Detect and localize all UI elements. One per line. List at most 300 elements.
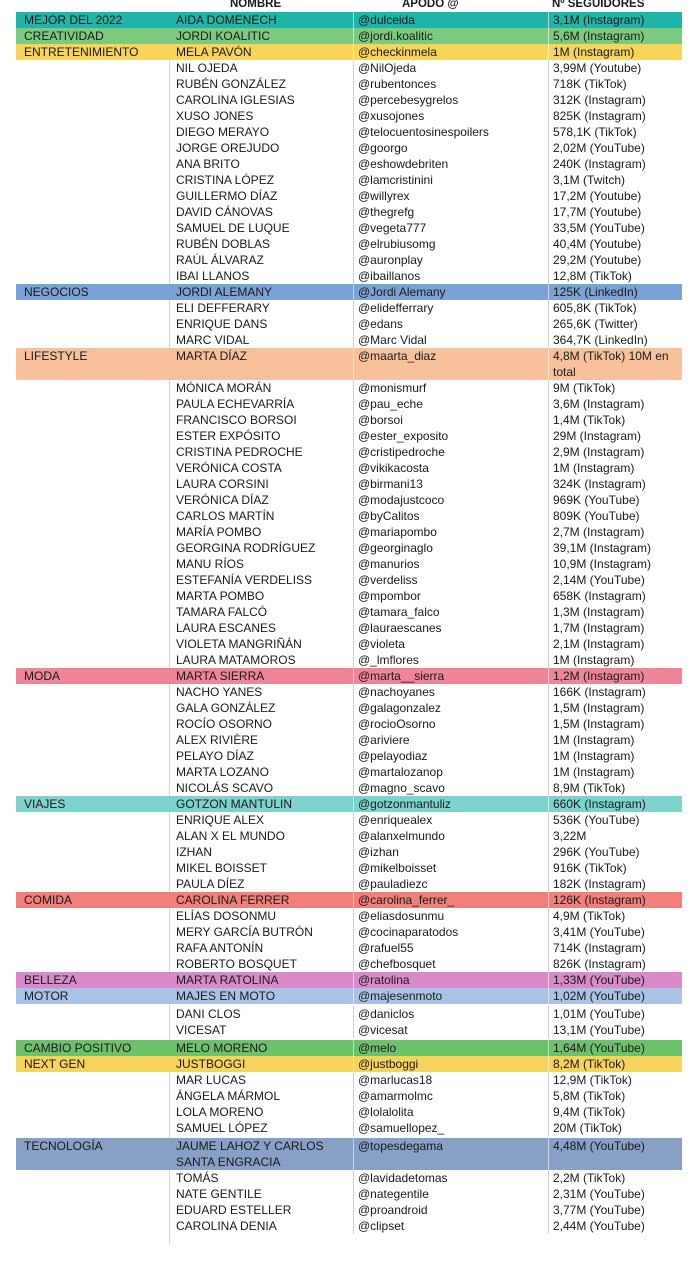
- cell-divider: [548, 956, 549, 972]
- category-cell: [24, 508, 172, 524]
- followers-cell: 182K (Instagram): [553, 877, 646, 891]
- name-cell: RAÚL ÁLVARAZ: [176, 253, 264, 267]
- name-cell: MARTA LOZANO: [176, 765, 269, 779]
- followers-cell: 809K (YouTube): [553, 509, 640, 523]
- name-cell: GALA GONZÁLEZ: [176, 701, 276, 715]
- handle-cell: @topesdegama: [358, 1139, 443, 1153]
- cell-divider: [353, 620, 354, 636]
- table-row: [16, 700, 682, 716]
- category-cell: [24, 1218, 172, 1234]
- category-cell: [24, 732, 172, 748]
- followers-cell: 33,5M (YouTube): [553, 221, 645, 235]
- followers-cell: 2,14M (YouTube): [553, 573, 645, 587]
- category-cell: [24, 1202, 172, 1218]
- handle-cell: @NilOjeda: [358, 61, 417, 75]
- cell-divider: [548, 172, 549, 188]
- category-cell: [24, 604, 172, 620]
- handle-cell: @galagonzalez: [358, 701, 441, 715]
- cell-divider: [353, 460, 354, 476]
- name-cell: MARTA SIERRA: [176, 669, 265, 683]
- followers-cell: 5,6M (Instagram): [553, 29, 645, 43]
- handle-cell: @daniclos: [358, 1007, 415, 1021]
- followers-cell: 296K (YouTube): [553, 845, 640, 859]
- cell-divider: [548, 28, 549, 44]
- header-seguidores: Nº SEGUIDORES: [552, 0, 645, 10]
- followers-cell: 1,01M (YouTube): [553, 1007, 645, 1021]
- name-cell: VICESAT: [176, 1023, 227, 1037]
- name-cell: RUBÉN GONZÁLEZ: [176, 77, 287, 91]
- cell-divider: [548, 12, 549, 28]
- table-row: [16, 44, 682, 60]
- category-cell: [24, 1072, 172, 1088]
- name-cell: ELI DEFFERARY: [176, 301, 270, 315]
- table-row: [16, 620, 682, 636]
- name-cell: JUSTBOGGI: [176, 1057, 246, 1071]
- table-row: [16, 1006, 682, 1022]
- handle-cell: @Jordi Alemany: [358, 285, 446, 299]
- name-cell: ALEX RIVIÈRE: [176, 733, 259, 747]
- table-row: [16, 860, 682, 876]
- followers-cell: 2,1M (Instagram): [553, 637, 645, 651]
- cell-divider: [353, 380, 354, 396]
- category-cell: TECNOLOGÍA: [24, 1139, 103, 1153]
- handle-cell: @nachoyanes: [358, 685, 435, 699]
- cell-divider: [353, 156, 354, 172]
- name-cell: MAR LUCAS: [176, 1073, 247, 1087]
- table-row: [16, 956, 682, 972]
- name-cell: CARLOS MARTÍN: [176, 509, 275, 523]
- category-cell: [24, 172, 172, 188]
- table-row: [16, 76, 682, 92]
- table-row: [16, 284, 682, 300]
- table-row: [16, 12, 682, 28]
- followers-cell: 3,1M (Instagram): [553, 13, 645, 27]
- cell-divider: [353, 476, 354, 492]
- name-cell: MELA PAVÓN: [176, 45, 252, 59]
- cell-divider: [548, 268, 549, 284]
- table-row: [16, 892, 682, 908]
- followers-cell: 578,1K (TikTok): [553, 125, 637, 139]
- table-row: [16, 476, 682, 492]
- cell-divider: [353, 956, 354, 972]
- cell-divider: [548, 380, 549, 396]
- name-cell: GOTZON MANTULIN: [176, 797, 292, 811]
- name-cell: ESTEFANÍA VERDELISS: [176, 573, 313, 587]
- handle-cell: @clipset: [358, 1219, 405, 1233]
- category-cell: [24, 380, 172, 396]
- table-row: [16, 732, 682, 748]
- cell-divider: [548, 844, 549, 860]
- cell-divider: [548, 60, 549, 76]
- name-cell: ELÍAS DOSONMU: [176, 909, 277, 923]
- followers-cell: 4,8M (TikTok) 10M en total: [553, 349, 669, 379]
- name-cell: PAULA DÍEZ: [176, 877, 245, 891]
- category-cell: MEJOR DEL 2022: [24, 13, 123, 27]
- table-row: [16, 1218, 682, 1234]
- name-cell: IZHAN: [176, 845, 212, 859]
- followers-cell: 536K (YouTube): [553, 813, 640, 827]
- category-cell: [24, 476, 172, 492]
- handle-cell: @edans: [358, 317, 403, 331]
- category-cell: [24, 908, 172, 924]
- category-cell: [24, 492, 172, 508]
- followers-cell: 4,9M (TikTok): [553, 909, 626, 923]
- name-cell: AIDA DOMENECH: [176, 13, 277, 27]
- handle-cell: @georginaglo: [358, 541, 433, 555]
- name-cell: SAMUEL DE LUQUE: [176, 221, 290, 235]
- table-row: [16, 988, 682, 1004]
- handle-cell: @willyrex: [358, 189, 410, 203]
- name-cell: CAROLINA FERRER: [176, 893, 290, 907]
- category-cell: [24, 876, 172, 892]
- followers-cell: 20M (TikTok): [553, 1121, 622, 1135]
- table-row: [16, 764, 682, 780]
- followers-cell: 714K (Instagram): [553, 941, 646, 955]
- category-cell: [24, 76, 172, 92]
- name-cell: MARTA RATOLINA: [176, 973, 279, 987]
- name-cell: ROCÍO OSORNO: [176, 717, 273, 731]
- name-cell: LOLA MORENO: [176, 1105, 264, 1119]
- cell-divider: [353, 972, 354, 988]
- table-row: [16, 588, 682, 604]
- handle-cell: @vicesat: [358, 1023, 408, 1037]
- cell-divider: [548, 156, 549, 172]
- cell-divider: [353, 1056, 354, 1072]
- followers-cell: 1M (Instagram): [553, 733, 635, 747]
- handle-cell: @jordi.koalitic: [358, 29, 433, 43]
- followers-cell: 1,7M (Instagram): [553, 621, 645, 635]
- cell-divider: [548, 108, 549, 124]
- table-row: [16, 332, 682, 348]
- category-cell: CREATIVIDAD: [24, 29, 104, 43]
- handle-cell: @ester_exposito: [358, 429, 449, 443]
- cell-divider: [548, 620, 549, 636]
- cell-divider: [353, 508, 354, 524]
- handle-cell: @rubentonces: [358, 77, 437, 91]
- followers-cell: 40,4M (Youtube): [553, 237, 642, 251]
- cell-divider: [548, 860, 549, 876]
- table-row: [16, 1120, 682, 1136]
- handle-cell: @elrubiusomg: [358, 237, 436, 251]
- category-cell: [24, 156, 172, 172]
- table-row: [16, 636, 682, 652]
- handle-cell: @eshowdebriten: [358, 157, 449, 171]
- category-cell: ENTRETENIMIENTO: [24, 45, 139, 59]
- cell-divider: [353, 204, 354, 220]
- name-cell: MIKEL BOISSET: [176, 861, 267, 875]
- table-row: [16, 140, 682, 156]
- category-cell: [24, 812, 172, 828]
- name-cell: CAROLINA DENIA: [176, 1219, 277, 1233]
- cell-divider: [353, 300, 354, 316]
- cell-divider: [548, 220, 549, 236]
- cell-divider: [353, 1104, 354, 1120]
- name-cell: EDUARD ESTELLER: [176, 1203, 292, 1217]
- category-cell: [24, 1170, 172, 1186]
- followers-cell: 17,7M (Youtube): [553, 205, 642, 219]
- category-cell: BELLEZA: [24, 973, 77, 987]
- cell-divider: [353, 540, 354, 556]
- cell-divider: [353, 92, 354, 108]
- table-row: [16, 940, 682, 956]
- category-cell: [24, 828, 172, 844]
- handle-cell: @pau_eche: [358, 397, 423, 411]
- table-row: [16, 1072, 682, 1088]
- table-row: [16, 268, 682, 284]
- table-row: [16, 1104, 682, 1120]
- cell-divider: [548, 140, 549, 156]
- cell-divider: [353, 428, 354, 444]
- cell-divider: [353, 828, 354, 844]
- category-cell: [24, 940, 172, 956]
- cell-divider: [353, 1040, 354, 1056]
- cell-divider: [548, 1120, 549, 1136]
- cell-divider: [353, 684, 354, 700]
- handle-cell: @chefbosquet: [358, 957, 436, 971]
- cell-divider: [548, 972, 549, 988]
- followers-cell: 3,6M (Instagram): [553, 397, 645, 411]
- cell-divider: [548, 540, 549, 556]
- cell-divider: [548, 732, 549, 748]
- table-header: [0, 0, 700, 10]
- handle-cell: @percebesygrelos: [358, 93, 459, 107]
- category-cell: LIFESTYLE: [24, 349, 88, 363]
- cell-divider: [548, 588, 549, 604]
- category-cell: [24, 700, 172, 716]
- name-cell: MARTA DÍAZ: [176, 349, 247, 363]
- followers-cell: 2,02M (YouTube): [553, 141, 645, 155]
- table-row: [16, 524, 682, 540]
- name-cell: ENRIQUE DANS: [176, 317, 268, 331]
- followers-cell: 29,2M (Youtube): [553, 253, 642, 267]
- category-cell: [24, 764, 172, 780]
- followers-cell: 1M (Instagram): [553, 461, 635, 475]
- category-cell: [24, 780, 172, 796]
- handle-cell: @violeta: [358, 637, 405, 651]
- handle-cell: @dulceida: [358, 13, 415, 27]
- table-row: [16, 204, 682, 220]
- cell-divider: [353, 236, 354, 252]
- cell-divider: [353, 572, 354, 588]
- category-cell: [24, 204, 172, 220]
- name-cell: JORDI ALEMANY: [176, 285, 273, 299]
- name-cell: LAURA CORSINI: [176, 477, 269, 491]
- name-cell: IBAI LLANOS: [176, 269, 250, 283]
- cell-divider: [353, 908, 354, 924]
- cell-divider: [548, 124, 549, 140]
- category-cell: [24, 844, 172, 860]
- handle-cell: @lolalolita: [358, 1105, 414, 1119]
- followers-cell: 2,2M (TikTok): [553, 1171, 626, 1185]
- handle-cell: @vikikacosta: [358, 461, 429, 475]
- followers-cell: 1M (Instagram): [553, 653, 635, 667]
- table-row: [16, 92, 682, 108]
- table-row: [16, 28, 682, 44]
- handle-cell: @carolina_ferrer_: [358, 893, 455, 907]
- cell-divider: [353, 1022, 354, 1038]
- cell-divider: [548, 892, 549, 908]
- handle-cell: @amarmolmc: [358, 1089, 433, 1103]
- handle-cell: @auronplay: [358, 253, 423, 267]
- handle-cell: @eliasdosunmu: [358, 909, 445, 923]
- cell-divider: [353, 1072, 354, 1088]
- table-row: [16, 124, 682, 140]
- cell-divider: [353, 812, 354, 828]
- handle-cell: @birmani13: [358, 477, 423, 491]
- category-cell: [24, 556, 172, 572]
- followers-cell: 660K (Instagram): [553, 797, 646, 811]
- category-cell: MOTOR: [24, 989, 69, 1003]
- cell-divider: [353, 924, 354, 940]
- handle-cell: @vegeta777: [358, 221, 427, 235]
- category-cell: NEGOCIOS: [24, 285, 89, 299]
- cell-divider: [548, 716, 549, 732]
- cell-divider: [548, 396, 549, 412]
- cell-divider: [353, 700, 354, 716]
- cell-divider: [548, 1022, 549, 1038]
- handle-cell: @cocinaparatodos: [358, 925, 459, 939]
- followers-cell: 969K (YouTube): [553, 493, 640, 507]
- table-row: [16, 844, 682, 860]
- cell-divider: [353, 12, 354, 28]
- cell-divider: [353, 1186, 354, 1202]
- followers-cell: 1,5M (Instagram): [553, 701, 645, 715]
- category-cell: [24, 220, 172, 236]
- handle-cell: @samuellopez_: [358, 1121, 445, 1135]
- table-row: [16, 556, 682, 572]
- category-cell: MODA: [24, 669, 60, 683]
- category-cell: [24, 1104, 172, 1120]
- table-row: [16, 60, 682, 76]
- handle-cell: @pauladiezc: [358, 877, 428, 891]
- handle-cell: @lavidadetomas: [358, 1171, 448, 1185]
- category-cell: [24, 924, 172, 940]
- cell-divider: [353, 492, 354, 508]
- cell-divider: [353, 988, 354, 1004]
- category-cell: [24, 60, 172, 76]
- handle-cell: @marta__sierra: [358, 669, 445, 683]
- cell-divider: [548, 812, 549, 828]
- cell-divider: [353, 732, 354, 748]
- name-cell: NICOLÁS SCAVO: [176, 781, 274, 795]
- followers-cell: 1,02M (YouTube): [553, 989, 645, 1003]
- category-cell: [24, 396, 172, 412]
- category-cell: [24, 748, 172, 764]
- cell-divider: [548, 572, 549, 588]
- cell-divider: [353, 188, 354, 204]
- cell-divider: [548, 556, 549, 572]
- handle-cell: @ariviere: [358, 733, 410, 747]
- handle-cell: @Marc Vidal: [358, 333, 427, 347]
- category-cell: [24, 108, 172, 124]
- followers-cell: 3,1M (Twitch): [553, 173, 626, 187]
- handle-cell: @thegrefg: [358, 205, 415, 219]
- cell-divider: [548, 300, 549, 316]
- followers-cell: 1,64M (YouTube): [553, 1041, 645, 1055]
- followers-cell: 8,2M (TikTok): [553, 1057, 626, 1071]
- handle-cell: @monismurf: [358, 381, 427, 395]
- name-cell: DANI CLOS: [176, 1007, 241, 1021]
- cell-divider: [353, 652, 354, 668]
- cell-divider: [353, 556, 354, 572]
- cell-divider: [548, 236, 549, 252]
- name-cell: DAVID CÁNOVAS: [176, 205, 273, 219]
- followers-cell: 916K (TikTok): [553, 861, 627, 875]
- cell-divider: [548, 684, 549, 700]
- followers-cell: 2,9M (Instagram): [553, 445, 645, 459]
- category-cell: [24, 956, 172, 972]
- cell-divider: [548, 1186, 549, 1202]
- category-cell: [24, 268, 172, 284]
- cell-divider: [353, 668, 354, 684]
- cell-divider: [353, 316, 354, 332]
- cell-divider: [353, 1006, 354, 1022]
- cell-divider: [548, 940, 549, 956]
- table-row: [16, 684, 682, 700]
- category-cell: NEXT GEN: [24, 1057, 86, 1071]
- cell-divider: [548, 1040, 549, 1056]
- cell-divider: [353, 28, 354, 44]
- followers-cell: 12,8M (TikTok): [553, 269, 632, 283]
- name-cell: NACHO YANES: [176, 685, 263, 699]
- cell-divider: [353, 44, 354, 60]
- category-cell: [24, 412, 172, 428]
- cell-divider: [548, 1056, 549, 1072]
- followers-cell: 9,4M (TikTok): [553, 1105, 626, 1119]
- handle-cell: @verdeliss: [358, 573, 418, 587]
- handle-cell: @melo: [358, 1041, 397, 1055]
- table-row: [16, 924, 682, 940]
- handle-cell: @mariapombo: [358, 525, 437, 539]
- followers-cell: 1M (Instagram): [553, 45, 635, 59]
- name-cell: JORDI KOALITIC: [176, 29, 271, 43]
- handle-cell: @modajustcoco: [358, 493, 445, 507]
- followers-cell: 13,1M (YouTube): [553, 1023, 645, 1037]
- followers-cell: 4,48M (YouTube): [553, 1139, 645, 1153]
- name-cell: JAUME LAHOZ Y CARLOS SANTA ENGRACIA: [176, 1139, 324, 1169]
- table-row: [16, 1040, 682, 1056]
- category-cell: [24, 860, 172, 876]
- cell-divider: [548, 828, 549, 844]
- category-cell: [24, 684, 172, 700]
- followers-cell: 658K (Instagram): [553, 589, 646, 603]
- name-cell: XUSO JONES: [176, 109, 254, 123]
- handle-cell: @ratolina: [358, 973, 410, 987]
- cell-divider: [548, 444, 549, 460]
- followers-cell: 3,77M (YouTube): [553, 1203, 645, 1217]
- handle-cell: @maarta_diaz: [358, 349, 437, 363]
- category-cell: CAMBIO POSITIVO: [24, 1041, 132, 1055]
- cell-divider: [548, 876, 549, 892]
- cell-divider: [353, 1170, 354, 1186]
- cell-divider: [548, 908, 549, 924]
- handle-cell: @majesenmoto: [358, 989, 443, 1003]
- handle-cell: @byCalitos: [358, 509, 420, 523]
- name-cell: GEORGINA RODRÍGUEZ: [176, 541, 316, 555]
- cell-divider: [548, 604, 549, 620]
- category-cell: [24, 92, 172, 108]
- table-row: [16, 1088, 682, 1104]
- cell-divider: [353, 444, 354, 460]
- handle-cell: @cristipedroche: [358, 445, 445, 459]
- followers-cell: 125K (LinkedIn): [553, 285, 638, 299]
- cell-divider: [548, 780, 549, 796]
- table-row: [16, 220, 682, 236]
- name-cell: TAMARA FALCÓ: [176, 605, 268, 619]
- name-cell: ALAN X EL MUNDO: [176, 829, 285, 843]
- cell-divider: [353, 748, 354, 764]
- cell-divider: [548, 460, 549, 476]
